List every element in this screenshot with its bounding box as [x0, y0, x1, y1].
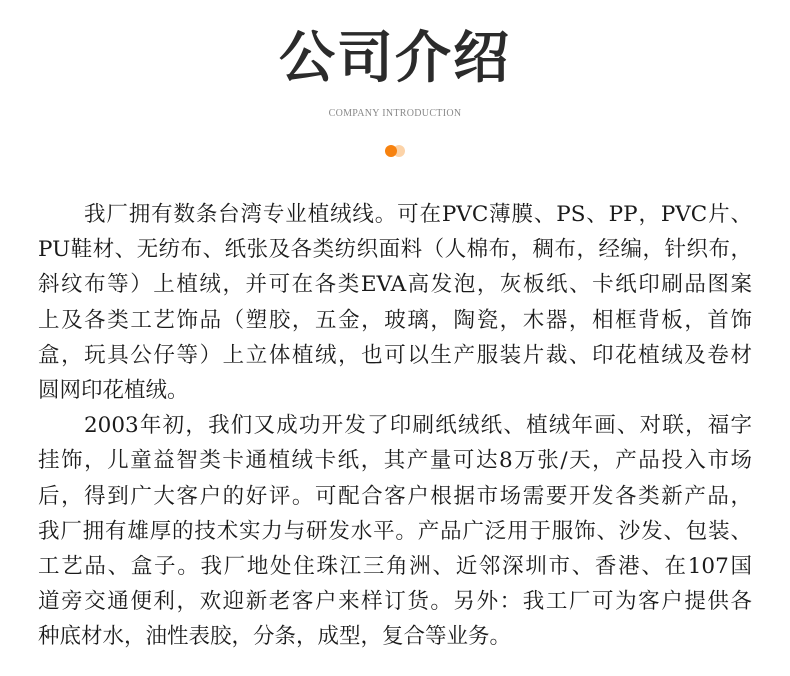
- text-line: 我厂拥有数条台湾专业植绒线。可在PVC薄膜、PS、PP，PVC片、: [84, 202, 752, 227]
- paragraph-1: [38, 197, 752, 408]
- text-line: 盒，玩具公仔等）上立体植绒，也可以生产服装片裁、印花植绒及卷材: [38, 342, 752, 368]
- text-line: 种底材水，油性表胶，分条，成型，复合等业务。: [38, 624, 512, 650]
- page-subtitle: COMPANY INTRODUCTION: [328, 108, 462, 119]
- paragraph-2: [38, 408, 752, 654]
- text-line: 挂饰，儿童益智类卡通植绒卡纸，其产量可达8万张/天，产品投入市场: [38, 448, 752, 474]
- company-introduction-text: [38, 197, 752, 654]
- text-line: 我厂拥有雄厚的技术实力与研发水平。产品广泛用于服饰、沙发、包装、: [38, 518, 752, 544]
- text-line: 工艺品、盒子。我厂地处住珠江三角洲、近邻深圳市、香港、在107国: [38, 553, 752, 579]
- text-line: 2003年初，我们又成功开发了印刷纸绒纸、植绒年画、对联，福字: [84, 413, 752, 439]
- text-line: 上及各类工艺饰品（塑胶，五金，玻璃，陶瓷，木器，相框背板，首饰: [38, 307, 752, 333]
- text-line: 后，得到广大客户的好评。可配合客户根据市场需要开发各类新产品，: [38, 483, 752, 509]
- decorative-dots: [384, 145, 408, 158]
- text-line: 道旁交通便利，欢迎新老客户来样订货。另外：我工厂可为客户提供各: [38, 589, 752, 615]
- text-line: 圆网印花植绒。: [38, 377, 189, 403]
- text-line: PU鞋材、无纺布、纸张及各类纺织面料（人棉布，稠布，经编，针织布，: [38, 237, 752, 263]
- text-line: 斜纹布等）上植绒，并可在各类EVA高发泡，灰板纸、卡纸印刷品图案: [38, 272, 752, 298]
- page-title: 公司介绍: [279, 25, 511, 91]
- orange-dot-icon: [385, 145, 397, 157]
